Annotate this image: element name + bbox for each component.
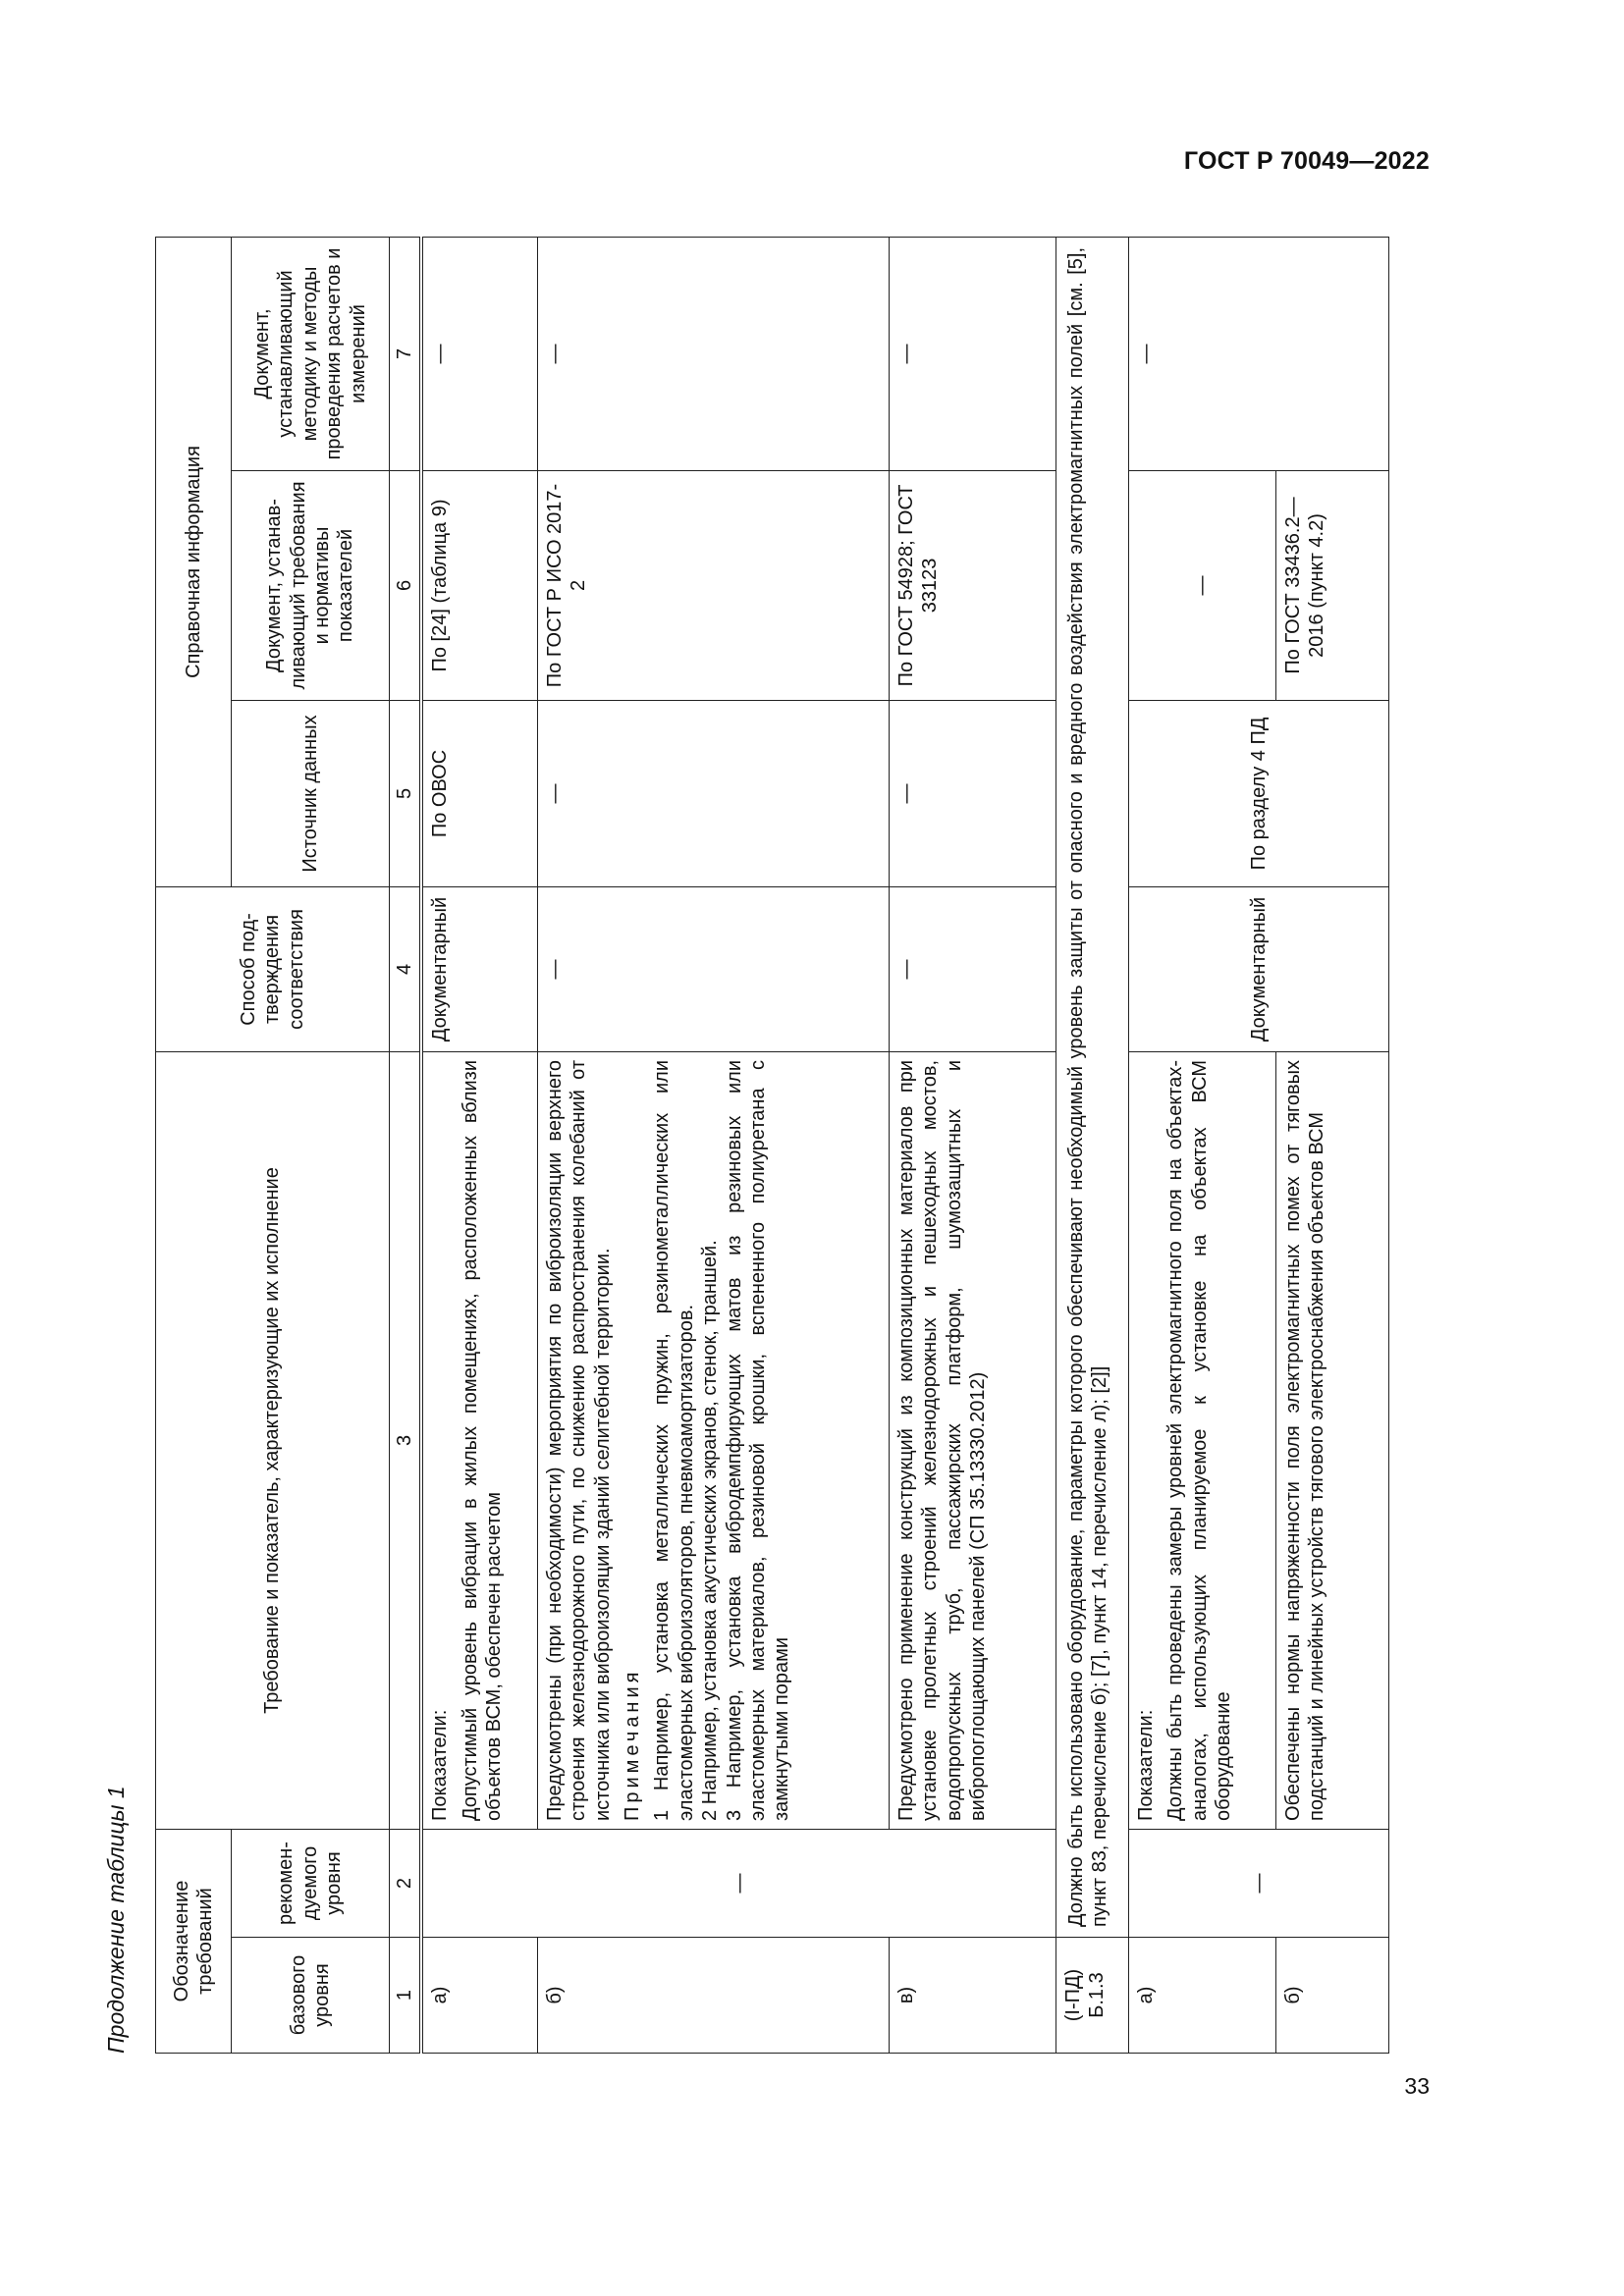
table-container xyxy=(155,238,1432,2054)
col-number: 1 xyxy=(390,1938,422,2054)
header-source: Источник данных xyxy=(232,700,390,886)
header-row-1 xyxy=(156,237,232,2053)
recommended-level-cell: — xyxy=(421,1829,1056,1937)
row-code: (I-ПД) Б.1.3 xyxy=(1056,1938,1128,2054)
header-method-doc: Документ, устанавливающий методику и методы проведения расчетов и измерений xyxy=(232,237,390,470)
requirement-text: Предусмотрены (при необходимости) мероприятия по виброизоляции верхнего строения железнодорожного пути, по снижению распространения колебаний от источника или виброизоляции зданий селитебной территории. xyxy=(543,1059,614,1821)
source-cell: — xyxy=(537,700,889,886)
table-row xyxy=(889,237,1056,2053)
note-item: 2 Например, установка акустических экранов, стенок, траншей. xyxy=(699,1240,722,1821)
norm-doc-cell: По ГОСТ 33436.2—2016 (пункт 4.2) xyxy=(1275,470,1388,700)
requirement-cell: Предусмотрено применение конструкций из композиционных материалов при установке пролетных строений железнодорожных и пешеходных мостов, водопропускных труб, пассажирских платформ, шумозащитных и вибропоглощающих панелей (СП 35.13330.2012) xyxy=(889,1051,1056,1829)
note-item: 3 Например, установка вибродемпфирующих матов из резиновых или эластомерных материалов, резиновой крошки, вспененного полиуретана с замкнутыми порами xyxy=(723,1059,793,1821)
source-cell: По разделу 4 ПД xyxy=(1128,700,1388,886)
col-number: 6 xyxy=(390,470,422,700)
requirement-cell: Обеспечены нормы напряженности поля электромагнитных помех от тяговых подстанций и линейных устройств тягового электроснабжения объектов ВСМ xyxy=(1275,1051,1388,1829)
table-row xyxy=(1128,237,1275,2053)
header-conformity: Способ подтверждения соответствия xyxy=(156,886,390,1051)
norm-doc-cell: По [24] (таблица 9) xyxy=(421,470,537,700)
col-number: 4 xyxy=(390,886,422,1051)
row-code: б) xyxy=(1275,1938,1388,2054)
col-number: 2 xyxy=(390,1829,422,1937)
header-base-level: базового уровня xyxy=(232,1938,390,2054)
requirement-span-cell: Должно быть использовано оборудование, параметры которого обеспечивают необходимый уровень защиты от опасного и вредного воздействия электромагнитных полей [см. [5], пункт 83, перечисление б); [7], пункт 14, перечисление л); [2]] xyxy=(1056,237,1128,1937)
table-caption: Продолжение таблицы 1 xyxy=(103,1786,129,2054)
row-code: в) xyxy=(889,1938,1056,2054)
table-row xyxy=(421,237,537,2053)
col-number: 7 xyxy=(390,237,422,470)
col-number: 5 xyxy=(390,700,422,886)
conformity-cell: Документарный xyxy=(1128,886,1388,1051)
conformity-cell: — xyxy=(889,886,1056,1051)
method-doc-cell: — xyxy=(421,237,537,470)
header-recommended-level: рекомендуемого уровня xyxy=(232,1829,390,1937)
method-doc-cell: — xyxy=(889,237,1056,470)
page-number: 33 xyxy=(1404,2073,1430,2099)
source-cell: — xyxy=(889,700,1056,886)
header-designation: Обозначение требований xyxy=(156,1829,232,2053)
norm-doc-cell: По ГОСТ Р ИСО 2017-2 xyxy=(537,470,889,700)
header-norm-doc: Документ, устанавливающий требования и нормативы показателей xyxy=(232,470,390,700)
row-code: а) xyxy=(1128,1938,1275,2054)
norm-doc-cell: По ГОСТ 54928; ГОСТ 33123 xyxy=(889,470,1056,700)
table-row xyxy=(1275,237,1388,2053)
document-id: ГОСТ Р 70049—2022 xyxy=(1183,147,1430,175)
source-cell: По ОВОС xyxy=(421,700,537,886)
requirement-text: Допустимый уровень вибрации в жилых помещениях, расположенных вблизи объектов ВСМ, обеспечен расчетом xyxy=(459,1059,506,1821)
requirement-text: Должны быть проведены замеры уровней электромагнитного поля на объектах-аналогах, использующих планируемое к установке на объектах ВСМ оборудование xyxy=(1164,1059,1235,1821)
method-doc-cell: — xyxy=(537,237,889,470)
method-doc-cell: — xyxy=(1128,237,1388,470)
recommended-level-cell: — xyxy=(1128,1829,1388,1937)
indicators-label: Показатели: xyxy=(1134,1709,1157,1821)
table-row xyxy=(1056,237,1128,2053)
requirement-cell xyxy=(537,1051,889,1829)
requirement-cell xyxy=(421,1051,537,1829)
header-requirement: Требование и показатель, характеризующие их исполнение xyxy=(156,1051,390,1829)
table-row xyxy=(537,237,889,2053)
requirements-table xyxy=(155,237,1389,2054)
col-number: 3 xyxy=(390,1051,422,1829)
norm-doc-cell: — xyxy=(1128,470,1275,700)
header-reference: Справочная информация xyxy=(156,237,232,886)
column-numbers-row xyxy=(390,237,422,2053)
conformity-cell: — xyxy=(537,886,889,1051)
row-code: б) xyxy=(537,1938,889,2054)
indicators-label: Показатели: xyxy=(429,1709,452,1821)
note-title: Примечания xyxy=(622,1668,644,1821)
requirement-cell xyxy=(1128,1051,1275,1829)
conformity-cell: Документарный xyxy=(421,886,537,1051)
note-item: 1 Например, установка металлических пружин, резинометаллических или эластомерных виброизоляторов, пневмоамортизаторов. xyxy=(651,1059,697,1821)
row-code: а) xyxy=(421,1938,537,2054)
